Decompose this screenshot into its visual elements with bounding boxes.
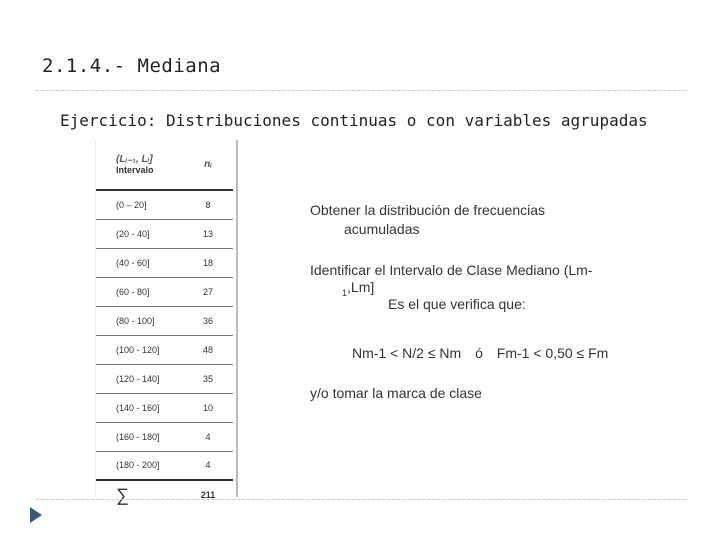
frequency-table-container — [95, 140, 238, 505]
footer-divider — [36, 499, 686, 500]
n-cell: 18 — [202, 257, 213, 268]
interval-cell: (180 - 200] — [116, 460, 160, 471]
interval-header-hint: (Lᵢ₋₁, Lᵢ] — [116, 154, 153, 165]
slide-title: 2.1.4.- Mediana — [42, 55, 222, 77]
instruction-2-line-1: Identificar el Intervalo de Clase Mediano (Lm- — [310, 262, 593, 278]
n-cell: 36 — [202, 315, 213, 326]
n-cell: 4 — [205, 460, 211, 471]
table-row — [96, 393, 233, 422]
table-row — [96, 364, 233, 393]
table-sum-row — [96, 480, 233, 509]
table-row — [96, 219, 233, 248]
table-row — [96, 422, 233, 451]
interval-cell: (100 - 120] — [116, 344, 160, 355]
sum-value: 211 — [200, 490, 216, 500]
table-header-row — [96, 140, 233, 190]
n-cell: 10 — [202, 402, 213, 413]
table-row — [96, 306, 233, 335]
interval-header — [96, 140, 183, 190]
title-divider — [36, 90, 686, 91]
instruction-3: y/o tomar la marca de clase — [310, 385, 482, 401]
table-row — [96, 190, 233, 219]
table-row — [96, 335, 233, 364]
median-condition-formula — [352, 345, 608, 361]
interval-cell: (20 - 40] — [116, 228, 150, 239]
triangle-bullet-icon — [30, 507, 42, 523]
formula-relative: Fm-1 < 0,50 ≤ Fm — [496, 345, 609, 361]
n-cell: 13 — [202, 228, 213, 239]
interval-cell: (140 - 160] — [116, 402, 160, 413]
n-cell: 8 — [205, 199, 211, 210]
n-cell: 27 — [202, 286, 213, 297]
interval-cell: (40 - 60] — [116, 257, 150, 268]
interval-cell: (0 – 20] — [116, 199, 147, 210]
instruction-2 — [310, 262, 592, 312]
exercise-subtitle: Ejercicio: Distribuciones continuas o con variables agrupadas — [60, 111, 648, 130]
formula-or: ó — [475, 345, 483, 361]
n-header-label: nᵢ — [204, 159, 212, 170]
interval-cell: (160 - 180] — [116, 431, 160, 442]
n-cell: 4 — [205, 431, 211, 442]
instruction-2-line-3: Es el que verifica que: — [388, 295, 526, 312]
interval-cell: (60 - 80] — [116, 286, 150, 297]
frequency-table — [96, 140, 233, 509]
formula-absolute: Nm-1 < N/2 ≤ Nm — [352, 345, 462, 361]
interval-cell: (80 - 100] — [116, 315, 155, 326]
interval-cell: (120 - 140] — [116, 373, 160, 384]
n-cell: 35 — [202, 373, 213, 384]
interval-header-label: Intervalo — [116, 165, 154, 175]
table-row — [96, 277, 233, 306]
sum-symbol: ∑ — [116, 484, 129, 505]
n-header — [183, 140, 233, 190]
instruction-2-subscript: 1 — [342, 287, 348, 298]
instruction-2-line-2: ,Lm] — [347, 279, 375, 295]
n-cell: 48 — [202, 344, 213, 355]
instruction-1 — [310, 202, 545, 237]
instruction-1-line-1: Obtener la distribución de frecuencias — [310, 202, 546, 218]
table-row — [96, 451, 233, 480]
table-row — [96, 248, 233, 277]
instruction-1-line-2: acumuladas — [344, 221, 420, 237]
